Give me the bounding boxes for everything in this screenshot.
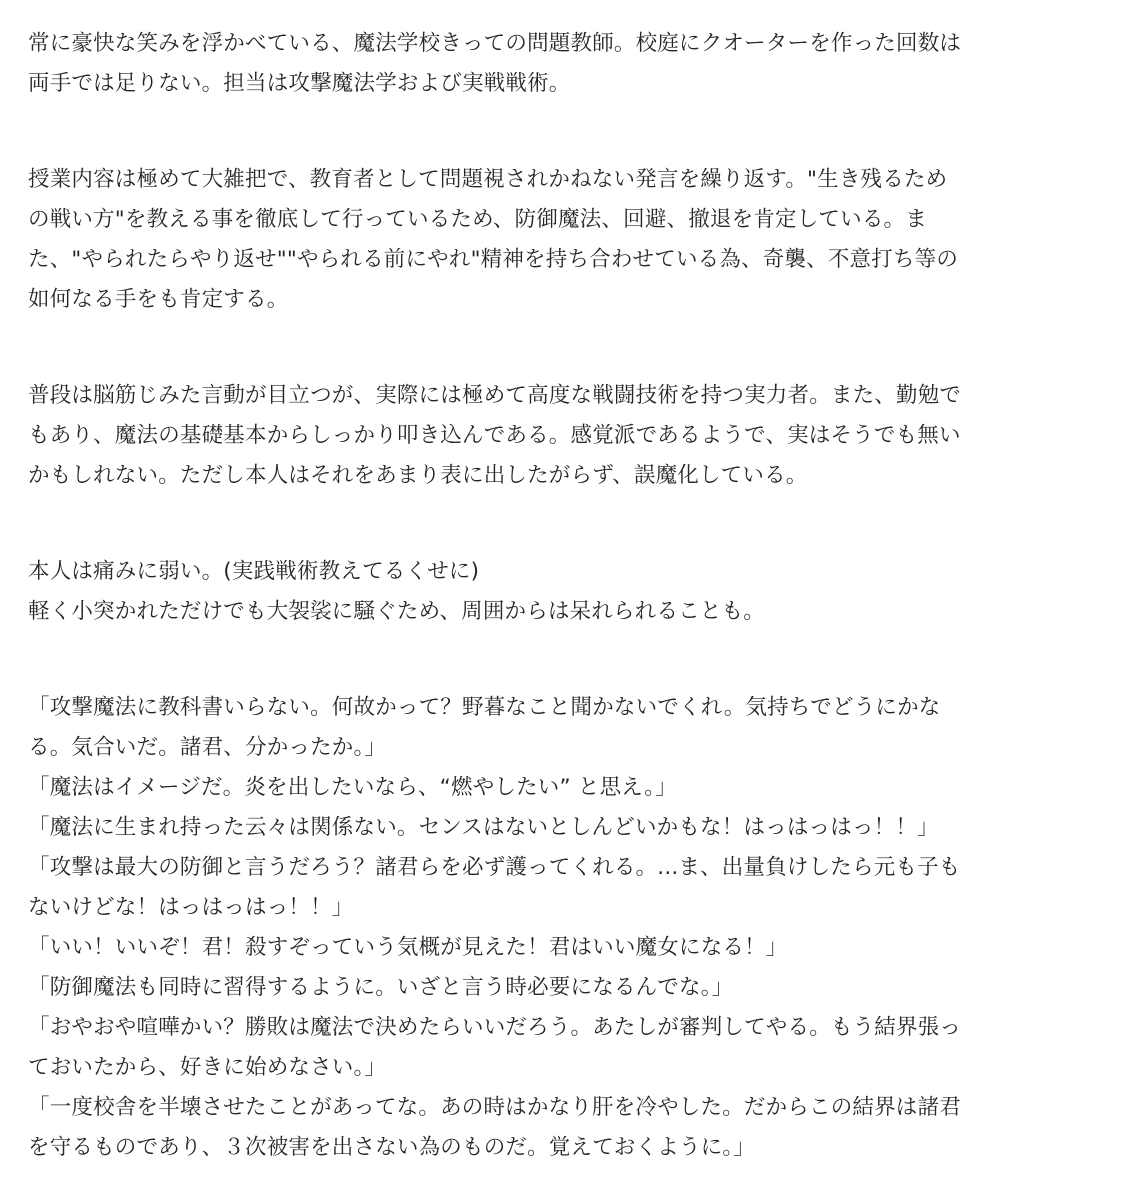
text-line: もあり、魔法の基礎基本からしっかり叩き込んである。感覚派であるようで、実はそうでも無い: [28, 423, 961, 448]
text-line: 常に豪快な笑みを浮かべている、魔法学校きっての問題教師。校庭にクオーターを作った回数は: [28, 31, 962, 56]
paragraph-teaching-style: [28, 160, 1094, 320]
text-line: た、"やられたらやり返せ""やられる前にやれ"精神を持ち合わせている為、奇襲、不意打ち等の: [28, 247, 959, 272]
quote-line: 「いい！いいぞ！君！殺すぞっていう気概が見えた！君はいい魔女になる！」: [28, 935, 788, 960]
paragraph-weakness: [28, 552, 1094, 632]
paragraph-intro: [28, 24, 1094, 104]
paragraph-quotes: [28, 688, 1094, 1168]
text-line: 本人は痛みに弱い。(実践戦術教えてるくせに): [28, 559, 480, 584]
quote-line: ておいたから、好きに始めなさい。」: [28, 1055, 387, 1080]
quote-line: 「一度校舎を半壊させたことがあってな。あの時はかなり肝を冷やした。だからこの結界は諸君: [28, 1095, 961, 1120]
text-line: 軽く小突かれただけでも大袈裟に騒ぐため、周囲からは呆れられることも。: [28, 599, 765, 624]
text-line: の戦い方"を教える事を徹底して行っているため、防御魔法、回避、撤退を肯定している。ま: [28, 207, 927, 232]
quote-line: 「魔法に生まれ持った云々は関係ない。センスはないとしんどいかもな！はっはっはっ！！」: [28, 815, 939, 840]
text-line: 如何なる手をも肯定する。: [28, 287, 289, 312]
text-line: かもしれない。ただし本人はそれをあまり表に出したがらず、誤魔化している。: [28, 463, 808, 488]
quote-line: 「攻撃は最大の防御と言うだろう？諸君らを必ず護ってくれる。...ま、出量負けしたら元も子も: [28, 855, 961, 880]
quote-line: ないけどな！はっはっはっ！！」: [28, 895, 354, 920]
quote-line: 「魔法はイメージだ。炎を出したいなら、“燃やしたい” と思え。」: [28, 775, 677, 800]
quote-line: 「おやおや喧嘩かい？勝敗は魔法で決めたらいいだろう。あたしが審判してやる。もう結界張っ: [28, 1015, 962, 1040]
quote-line: 「攻撃魔法に教科書いらない。何故かって？野暮なこと聞かないでくれ。気持ちでどうにかな: [28, 695, 941, 720]
quote-line: 「防御魔法も同時に習得するように。いざと言う時必要になるんでな。」: [28, 975, 734, 1000]
text-line: 両手では足りない。担当は攻撃魔法学および実戦戦術。: [28, 71, 571, 96]
text-line: 授業内容は極めて大雑把で、教育者として問題視されかねない発言を繰り返す。"生き残るため: [28, 167, 948, 192]
quote-line: る。気合いだ。諸君、分かったか。」: [28, 735, 387, 760]
quote-line: を守るものであり、３次被害を出さない為のものだ。覚えておくように。」: [28, 1135, 756, 1160]
text-line: 普段は脳筋じみた言動が目立つが、実際には極めて高度な戦闘技術を持つ実力者。また、勤勉で: [28, 383, 962, 408]
paragraph-ability: [28, 376, 1094, 496]
